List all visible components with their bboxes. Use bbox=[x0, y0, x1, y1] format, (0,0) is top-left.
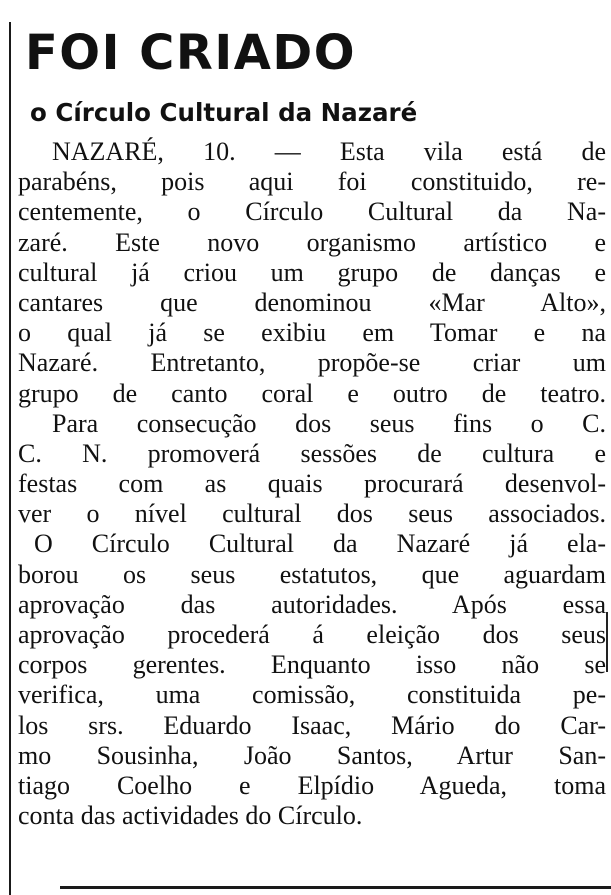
article-line: Nazaré. Entretanto, propõe-se criar um bbox=[18, 348, 606, 378]
article-line: cantares que denominou «Mar Alto», bbox=[18, 287, 606, 317]
article-line: aprovação das autoridades. Após essa bbox=[18, 589, 606, 619]
article-line: festas com as quais procurará desenvol- bbox=[18, 469, 606, 499]
article-line: aprovação procederá á eleição dos seus bbox=[18, 620, 606, 649]
article-line: centemente, o Círculo Cultural da Na- bbox=[18, 197, 606, 227]
article-line: O Círculo Cultural da Nazaré já ela- bbox=[34, 529, 606, 559]
article-line: ver o nível cultural dos seus associados. bbox=[18, 499, 606, 529]
bottom-rule bbox=[60, 886, 611, 889]
article-line: C. N. promoverá sessões de cultura e bbox=[18, 438, 606, 468]
article-line: Para consecução dos seus fins o C. bbox=[52, 408, 606, 438]
article-line: corpos gerentes. Enquanto isso não se bbox=[18, 650, 606, 680]
headline: FOI CRIADO bbox=[25, 25, 357, 81]
article-line: verifica, uma comissão, constituida pe- bbox=[18, 680, 606, 710]
article-line: mo Sousinha, João Santos, Artur San- bbox=[18, 740, 606, 770]
article-line: zaré. Este novo organismo artístico e bbox=[18, 227, 606, 257]
article-line: cultural já criou um grupo de danças e bbox=[18, 257, 606, 287]
article-line: NAZARÉ, 10. — Esta vila está de bbox=[52, 137, 606, 166]
article-line: conta das actividades do Círculo. bbox=[18, 801, 363, 831]
article-line: los srs. Eduardo Isaac, Mário do Car- bbox=[18, 710, 606, 740]
article-line: parabéns, pois aqui foi constituido, re- bbox=[18, 167, 606, 197]
column-edge-mark bbox=[606, 612, 608, 672]
article-line: tiago Coelho e Elpídio Agueda, toma bbox=[18, 770, 606, 800]
column-rule bbox=[9, 22, 11, 895]
article-body bbox=[18, 137, 606, 831]
article-line: borou os seus estatutos, que aguardam bbox=[18, 559, 606, 589]
subheadline: o Círculo Cultural da Nazaré bbox=[30, 98, 418, 127]
article-line: o qual já se exibiu em Tomar e na bbox=[18, 318, 606, 348]
article-line: grupo de canto coral e outro de teatro. bbox=[18, 378, 606, 408]
